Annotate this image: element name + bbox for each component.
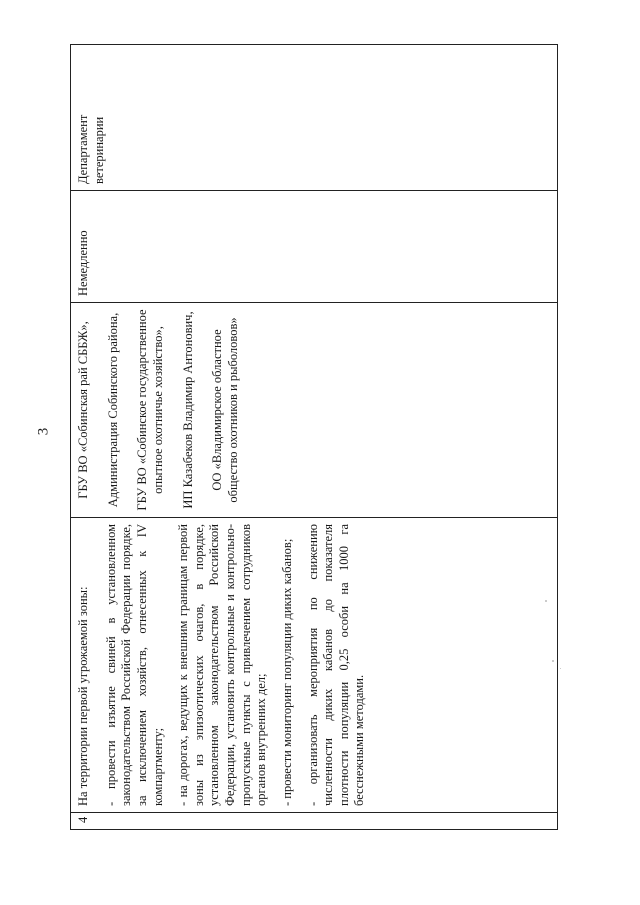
row-number-cell: 4 xyxy=(71,813,558,830)
responsible-entry: ИП Казабеков Владимир Антонович, xyxy=(180,311,195,509)
measures-table xyxy=(70,44,558,830)
responsible-entry: Администрация Собинского района, xyxy=(105,312,120,508)
scan-speck xyxy=(560,668,561,669)
term-cell xyxy=(71,191,558,303)
table-row xyxy=(71,45,558,830)
scan-speck xyxy=(552,660,554,662)
actions-cell xyxy=(71,518,558,813)
action-item: - провести изъятие свиней в установленном законодательством Российской Федерации порядке, за исключением хозяйств, отнесенных к IV компартменту; xyxy=(103,524,165,806)
scan-speck xyxy=(545,600,547,602)
action-item: - на дорогах, ведущих к внешним границам первой зоны из эпизоотических очагов, в порядке, установленном законодательством Российской Федерации, установить контрольные и контрольно-пропускные пункты с привлечением сотрудников органов внутренних дел; xyxy=(176,524,269,806)
term-text: Немедленно xyxy=(76,230,90,296)
responsible-entry: ОО «Владимирское областное общество охотников и рыболовов» xyxy=(210,317,240,503)
responsible-entry: ГБУ ВО «Собинская рай СББЖ», xyxy=(76,321,90,499)
control-text-line: Департамент xyxy=(76,114,90,184)
control-text-line: ветеринарии xyxy=(91,116,106,184)
document-table-wrapper xyxy=(70,45,558,830)
page-number: 3 xyxy=(35,427,52,436)
action-item: - провести мониторинг популяции диких кабанов; xyxy=(279,538,294,806)
control-cell xyxy=(71,45,558,191)
responsible-entry: ГБУ ВО «Собинское государственное опытное охотничье хозяйство», xyxy=(135,309,165,511)
responsible-cell xyxy=(71,303,558,518)
actions-heading: На территории первой угрожаемой зоны: xyxy=(76,586,90,806)
action-item: - организовать мероприятия по снижению численности диких кабанов до показателя плотности популяции 0,25 особи на 1000 га бесснежными методами. xyxy=(305,524,367,806)
